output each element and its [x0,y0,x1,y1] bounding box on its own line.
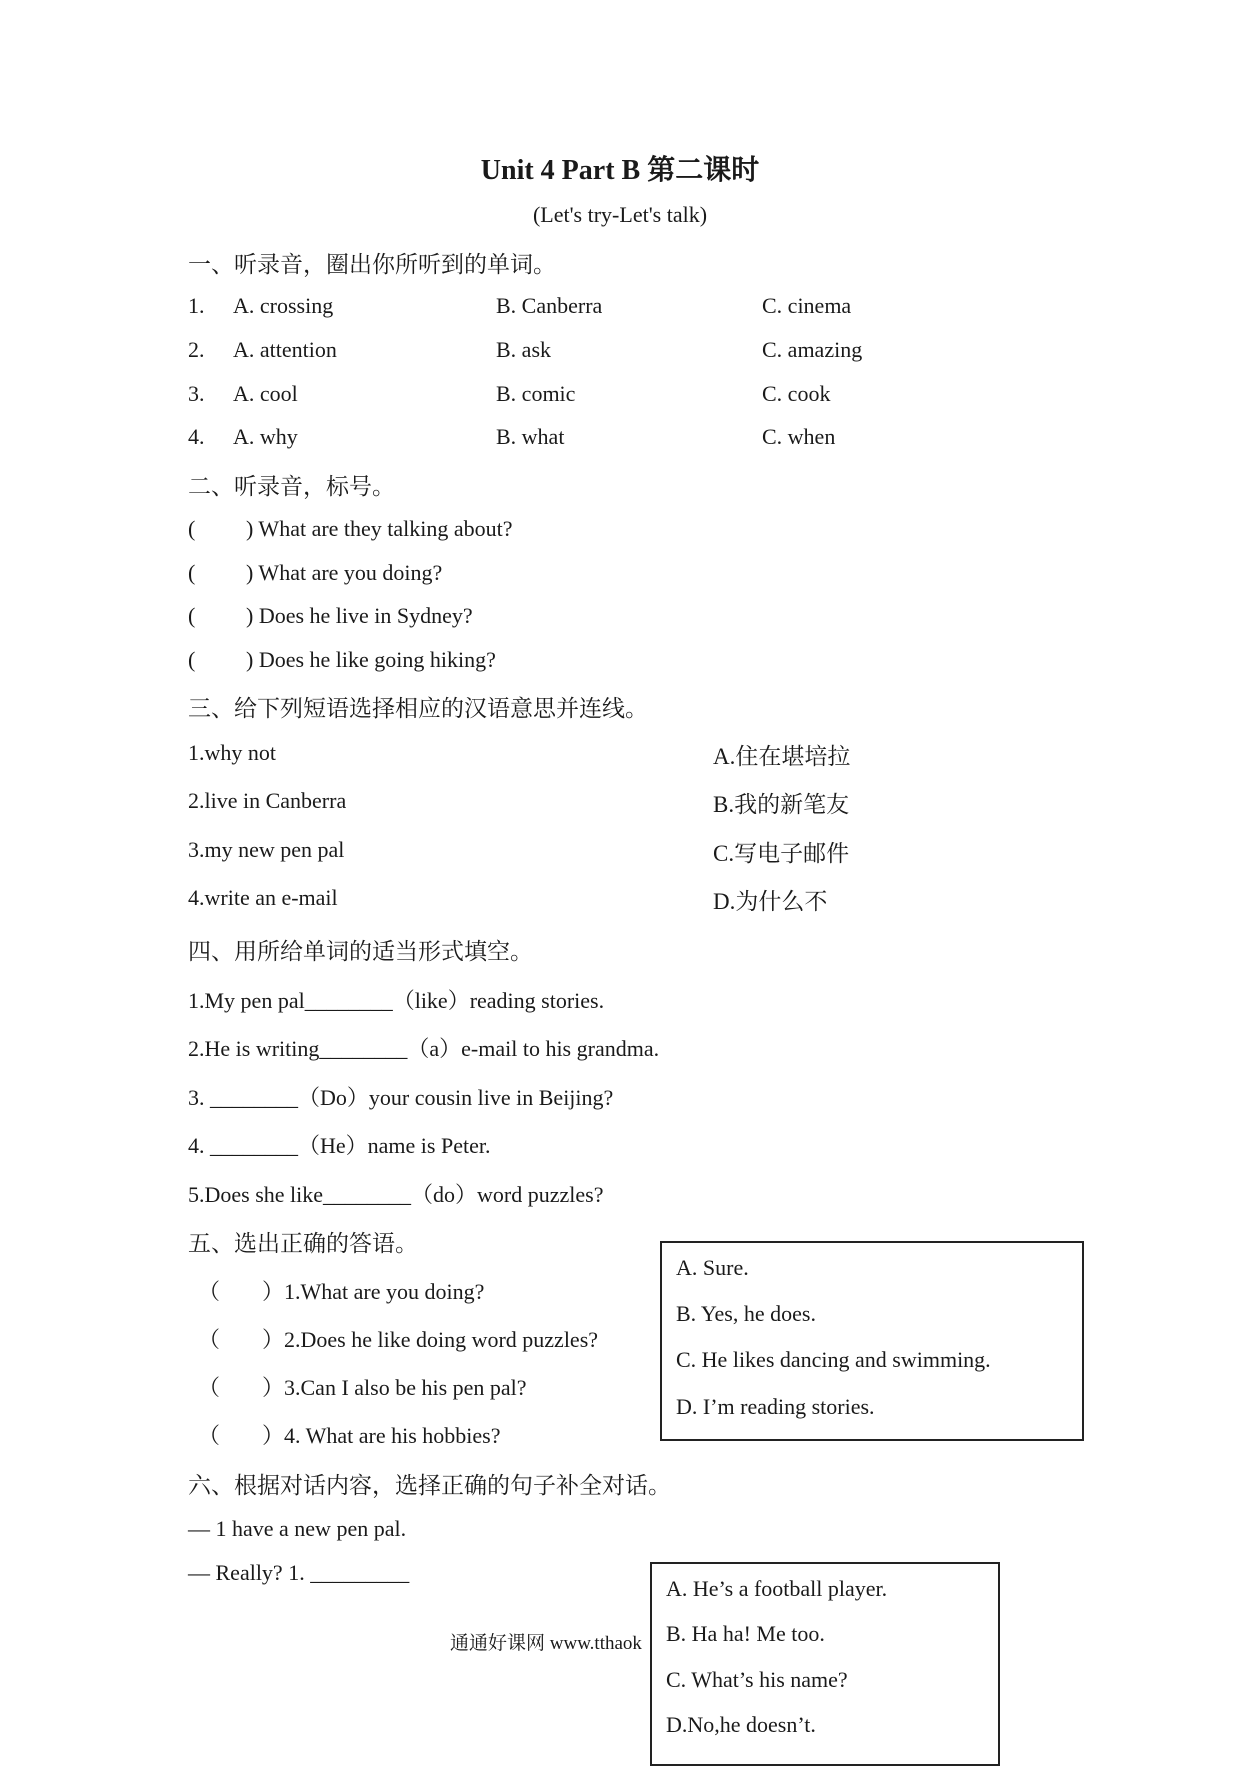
s1-row-4-option-b: B. what [496,424,565,449]
s4-item-1: 1.My pen pal________（like）reading stories. [188,988,605,1013]
s2-item-2-text: ) What are you doing? [246,560,443,585]
s6-dialogue-line-2: — Really? 1. _________ [188,1560,410,1585]
section-2-heading: 二、听录音，标号。 [188,474,395,499]
s1-row-2-option-b: B. ask [496,337,551,362]
s5-option-a: A. Sure. [676,1255,749,1280]
s6-option-d: D.No,he doesn’t. [666,1712,816,1737]
s1-row-1-option-c: C. cinema [762,293,852,318]
s2-item-3-bracket: ( [188,603,196,628]
s6-options-box [650,1562,1000,1766]
s1-row-3-option-b: B. comic [496,381,576,406]
s1-row-4-option-a: A. why [233,424,298,449]
s1-row-2-option-a: A. attention [233,337,337,362]
s2-item-4-bracket: ( [188,647,196,672]
s5-item-3-bracket: （ [198,1375,221,1400]
s2-item-2-bracket: ( [188,560,196,585]
s4-item-2: 2.He is writing________（a）e-mail to his grandma. [188,1036,660,1061]
section-4-heading: 四、用所给单词的适当形式填空。 [188,939,533,964]
s2-item-3-text: ) Does he live in Sydney? [246,603,473,628]
s5-item-1-bracket: （ [198,1279,221,1304]
s5-item-4-text: ）4. What are his hobbies? [262,1423,501,1448]
s5-options-box [660,1241,1084,1441]
s1-row-1-option-b: B. Canberra [496,293,603,318]
s1-row-4-option-c: C. when [762,424,836,449]
s6-option-b: B. Ha ha! Me too. [666,1621,825,1646]
s3-phrase-4: 4.write an e-mail [188,885,338,910]
s5-item-2-bracket: （ [198,1327,221,1352]
s1-row-2-num: 2. [188,337,205,362]
s3-meaning-c: C.写电子邮件 [713,841,850,866]
s6-dialogue-line-1: — 1 have a new pen pal. [188,1516,407,1541]
s3-meaning-d: D.为什么不 [713,889,828,914]
s2-item-1-text: ) What are they talking about? [246,516,513,541]
s4-item-3: 3. ________（Do）your cousin live in Beijing? [188,1085,614,1110]
s1-row-1-num: 1. [188,293,205,318]
s5-option-d: D. I’m reading stories. [676,1394,875,1419]
s3-phrase-3: 3.my new pen pal [188,837,345,862]
s6-option-a: A. He’s a football player. [666,1576,888,1601]
s5-item-1-text: ）1.What are you doing? [262,1279,485,1304]
section-3-heading: 三、给下列短语选择相应的汉语意思并连线。 [188,696,648,721]
s6-option-c: C. What’s his name? [666,1667,848,1692]
s5-item-4-bracket: （ [198,1423,221,1448]
s5-option-c: C. He likes dancing and swimming. [676,1347,991,1372]
footer-watermark: 通通好课网 www.tthaok [450,1633,642,1654]
page-title: Unit 4 Part B 第二课时 [480,155,760,186]
s5-item-2-text: ）2.Does he like doing word puzzles? [262,1327,599,1352]
s1-row-1-option-a: A. crossing [233,293,334,318]
section-1-heading: 一、听录音，圈出你所听到的单词。 [188,252,556,277]
s1-row-3-option-a: A. cool [233,381,298,406]
s4-item-4: 4. ________（He）name is Peter. [188,1133,491,1158]
s1-row-3-num: 3. [188,381,205,406]
s2-item-4-text: ) Does he like going hiking? [246,647,496,672]
s3-meaning-a: A.住在堪培拉 [713,744,851,769]
section-6-heading: 六、根据对话内容，选择正确的句子补全对话。 [188,1473,671,1498]
s5-option-b: B. Yes, he does. [676,1301,816,1326]
section-5-heading: 五、选出正确的答语。 [188,1231,418,1256]
s5-item-3-text: ）3.Can I also be his pen pal? [262,1375,527,1400]
s3-phrase-2: 2.live in Canberra [188,788,347,813]
s2-item-1-bracket: ( [188,516,196,541]
s3-phrase-1: 1.why not [188,740,276,765]
s4-item-5: 5.Does she like________（do）word puzzles? [188,1182,604,1207]
s1-row-3-option-c: C. cook [762,381,831,406]
s1-row-2-option-c: C. amazing [762,337,863,362]
s3-meaning-b: B.我的新笔友 [713,792,850,817]
s1-row-4-num: 4. [188,424,205,449]
page-subtitle: (Let's try-Let's talk) [532,202,708,227]
